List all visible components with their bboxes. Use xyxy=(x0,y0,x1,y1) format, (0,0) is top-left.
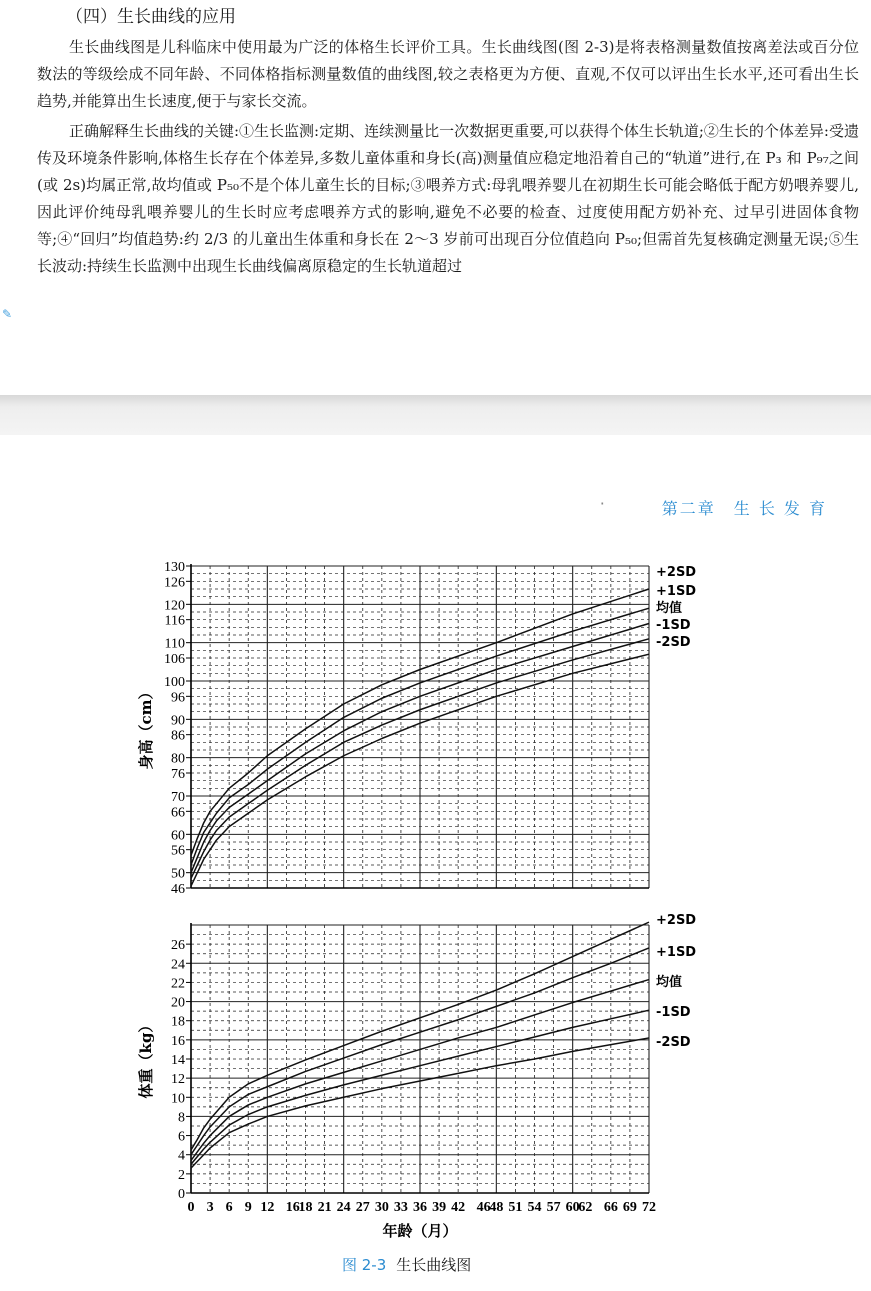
paragraph-keys: 正确解释生长曲线的关键:①生长监测:定期、连续测量比一次数据更重要,可以获得个体生长轨道;②生长的个体差异:受遗传及环境条件影响,体格生长存在个体差异,多数儿童体重和身长(高)测量值应稳定地沿着自己的“轨道”进行,在 P₃ 和 P₉₇之间(或 2s)均属正常,故均值或 P₅₀不是个体儿童生长的目标;③喂养方式:母乳喂养婴儿在初期生长可能会略低于配方奶喂养婴儿,因此评价纯母乳喂养婴儿的生长时应考虑喂养方式的影响,避免不必要的检查、过度使用配方奶补充、过早引进固体食物等;④“回归”均值趋势:约 2/3 的儿童出生体重和身长在 2～3 岁前可出现百分位值趋向 P₅₀;但需首先复核确定测量无误;⑤生长波动:持续生长监测中出现生长曲线偏离原稳定的生长轨道超过 xyxy=(37,122,859,275)
height-ytick-label-106: 106 xyxy=(164,652,185,667)
weight-ytick-label-16: 16 xyxy=(171,1033,185,1049)
weight-xtick-label-21: 21 xyxy=(317,1200,332,1215)
height-ytick-label-110: 110 xyxy=(164,636,185,652)
figure-number: 图 2-3 xyxy=(342,1256,387,1274)
chapter-title: 第二章 生 长 发 育 xyxy=(661,499,827,518)
height-ytick-label-86: 86 xyxy=(171,728,185,744)
height-ytick-label-100: 100 xyxy=(164,675,185,690)
height-ytick-label-96: 96 xyxy=(171,690,185,706)
height-ytick-label-60: 60 xyxy=(171,828,185,844)
height-ytick-label-76: 76 xyxy=(171,767,185,782)
figure-caption xyxy=(342,1254,471,1275)
height-ytick-label-56: 56 xyxy=(171,843,185,859)
weight-ytick-label-18: 18 xyxy=(171,1014,185,1030)
figure-title: 生长曲线图 xyxy=(396,1256,472,1274)
weight-xtick-label-46: 46 xyxy=(476,1200,491,1215)
height-ytick-label-120: 120 xyxy=(164,598,185,614)
header-dot: · xyxy=(599,494,607,513)
height-legend-0: +2SD xyxy=(656,565,697,580)
height-legend-2: 均值 xyxy=(656,601,683,616)
weight-legend-1: +1SD xyxy=(656,945,697,960)
height-ylabel: 身高（cm） xyxy=(137,684,155,770)
weight-xtick-label-18: 18 xyxy=(298,1200,313,1215)
weight-xtick-label-51: 51 xyxy=(508,1200,523,1215)
height-ytick-label-126: 126 xyxy=(164,575,185,591)
weight-xtick-label-33: 33 xyxy=(393,1200,408,1215)
weight-xtick-label-6: 6 xyxy=(225,1200,233,1215)
height-ytick-label-50: 50 xyxy=(171,866,185,882)
weight-legend-4: -2SD xyxy=(656,1035,691,1050)
weight-xtick-label-72: 72 xyxy=(642,1200,656,1215)
height-legend-1: +1SD xyxy=(656,584,697,599)
weight-ytick-label-6: 6 xyxy=(178,1129,185,1145)
weight-xtick-label-24: 24 xyxy=(336,1200,351,1215)
weight-xtick-label-3: 3 xyxy=(206,1200,214,1215)
height-ytick-label-80: 80 xyxy=(171,751,185,767)
section-heading: （四）生长曲线的应用 xyxy=(66,7,236,27)
weight-ytick-label-0: 0 xyxy=(178,1187,185,1202)
weight-xtick-label-60: 60 xyxy=(565,1200,580,1215)
weight-ytick-label-22: 22 xyxy=(171,976,185,992)
weight-xtick-label-48: 48 xyxy=(489,1200,504,1215)
weight-xtick-label-62: 62 xyxy=(578,1200,593,1215)
weight-xtick-label-39: 39 xyxy=(432,1200,447,1215)
height-legend-3: -1SD xyxy=(656,618,691,633)
height-ytick-label-116: 116 xyxy=(164,613,185,629)
weight-ytick-label-8: 8 xyxy=(178,1110,185,1126)
height-ytick-label-130: 130 xyxy=(164,560,185,575)
height-legend-4: -2SD xyxy=(656,635,691,650)
weight-legend-2: 均值 xyxy=(656,975,683,990)
weight-xtick-label-16: 16 xyxy=(285,1200,300,1215)
height-ytick-label-66: 66 xyxy=(171,805,185,821)
weight-xtick-label-42: 42 xyxy=(451,1200,466,1215)
margin-note-icon: ✎ xyxy=(2,307,13,321)
weight-xtick-label-69: 69 xyxy=(622,1200,637,1215)
weight-ytick-label-20: 20 xyxy=(171,995,185,1011)
height-ytick-label-46: 46 xyxy=(171,882,185,897)
weight-xtick-label-27: 27 xyxy=(355,1200,370,1215)
weight-xtick-label-54: 54 xyxy=(527,1200,542,1215)
weight-xtick-label-9: 9 xyxy=(244,1200,252,1215)
height-ytick-label-70: 70 xyxy=(171,790,185,805)
weight-xtick-label-66: 66 xyxy=(603,1200,618,1215)
weight-xtick-label-12: 12 xyxy=(260,1200,275,1215)
paragraph-intro: 生长曲线图是儿科临床中使用最为广泛的体格生长评价工具。生长曲线图(图 2-3)是将表格测量数值按离差法或百分位数法的等级绘成不同年龄、不同体格指标测量数值的曲线图,较之表格更为方便、直观,不仅可以评出生长水平,还可看出生长趋势,并能算出生长速度,便于与家长交流。 xyxy=(37,38,859,110)
height-ytick-label-90: 90 xyxy=(171,713,185,729)
weight-ytick-label-4: 4 xyxy=(178,1148,185,1164)
weight-xlabel: 年龄（月） xyxy=(382,1222,458,1240)
weight-legend-3: -1SD xyxy=(656,1005,691,1020)
weight-ytick-label-14: 14 xyxy=(171,1053,185,1068)
weight-ytick-label-24: 24 xyxy=(171,957,185,973)
weight-ytick-label-10: 10 xyxy=(171,1091,185,1107)
weight-xtick-label-0: 0 xyxy=(187,1200,195,1215)
weight-ytick-label-2: 2 xyxy=(178,1167,185,1183)
weight-ytick-label-26: 26 xyxy=(171,938,185,954)
weight-ytick-label-12: 12 xyxy=(171,1072,185,1088)
weight-ylabel: 体重（kg） xyxy=(137,1017,155,1099)
weight-xtick-label-57: 57 xyxy=(546,1200,561,1215)
weight-xtick-label-30: 30 xyxy=(374,1200,389,1215)
weight-xtick-label-36: 36 xyxy=(413,1200,427,1215)
weight-legend-0: +2SD xyxy=(656,913,697,928)
